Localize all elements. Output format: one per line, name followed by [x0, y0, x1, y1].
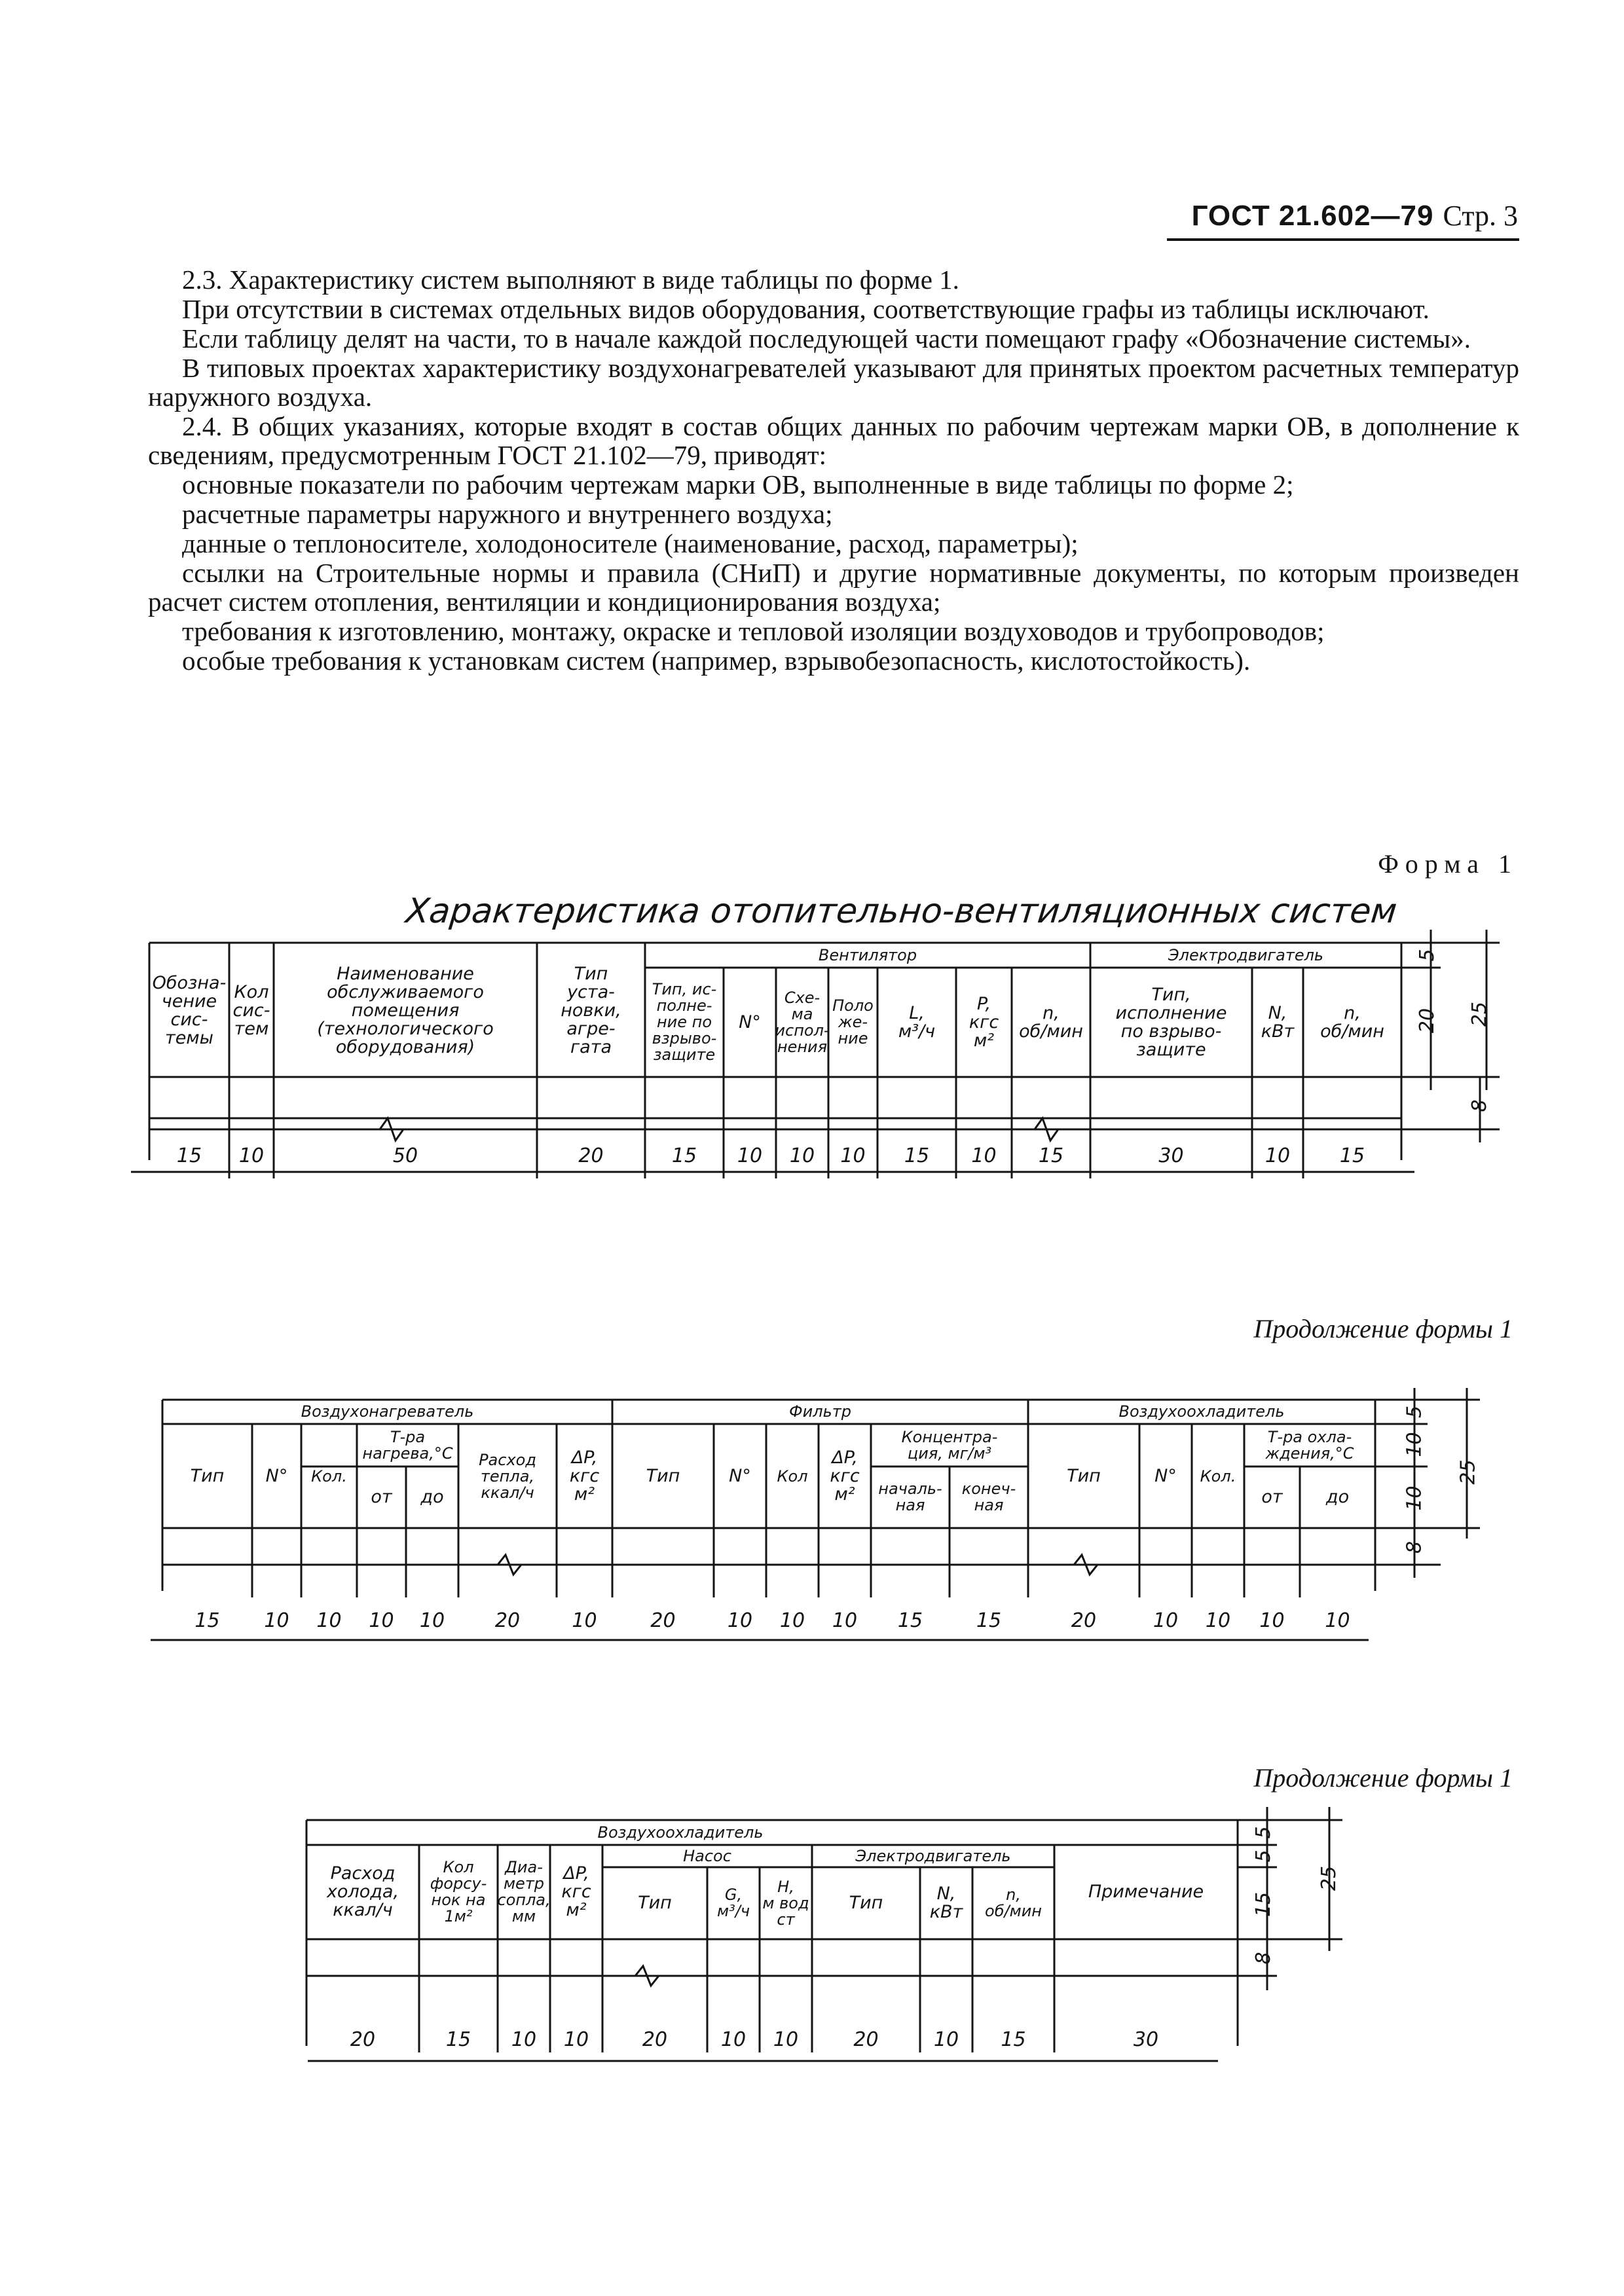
width-dim: 15 — [1038, 1144, 1064, 1167]
paragraph: При отсутствии в системах отдельных видов оборудования, соответствующие графы из таблицы исключают. — [182, 294, 1430, 324]
height-dim: 5 — [1403, 1405, 1426, 1419]
height-dim: 5 — [1252, 1826, 1275, 1839]
col-pump-flow: G, м³/ч — [717, 1886, 750, 1920]
width-dim: 20 — [578, 1144, 604, 1167]
height-dim: 10 — [1403, 1485, 1426, 1511]
col-nozzles-count: Кол форсу- нок на 1м² — [430, 1858, 487, 1925]
group-motor: Электродвигатель — [1168, 945, 1324, 964]
width-dim: 15 — [194, 1609, 220, 1632]
width-dim: 10 — [1264, 1144, 1291, 1167]
width-dim: 20 — [642, 2028, 668, 2051]
width-dim: 10 — [1325, 1609, 1350, 1632]
page-number: Стр. 3 — [1443, 200, 1518, 232]
width-dim: 10 — [419, 1609, 445, 1632]
width-dim: 20 — [494, 1609, 521, 1632]
width-dim: 10 — [933, 2028, 959, 2051]
height-dim: 20 — [1416, 1008, 1439, 1034]
col-designation: Обозна- чение сис- темы — [152, 973, 227, 1048]
paragraph: ссылки на Строительные нормы и правила (СНиП) и другие нормативные документы, по которым произведен расчет систем отопления, вентиляции и кондиционирования воздуха; — [148, 558, 1519, 617]
continuation-label: Продолжение формы 1 — [1253, 1763, 1513, 1793]
col-motor-power: N, кВт — [929, 1884, 963, 1922]
width-dim: 10 — [779, 1609, 805, 1632]
width-dim: 20 — [853, 2028, 879, 2051]
col-motor-rpm: n, об/мин — [1320, 1002, 1384, 1042]
width-dim: 10 — [369, 1609, 394, 1632]
height-dim: 8 — [1252, 1952, 1275, 1965]
document-id: ГОСТ 21.602—79 — [1191, 200, 1434, 232]
width-dim: 10 — [840, 1144, 866, 1167]
col-heater-type: Тип — [190, 1466, 225, 1486]
width-dim: 10 — [563, 2028, 589, 2051]
col-cold-consumption: Расход холода, ккал/ч — [326, 1863, 399, 1920]
height-dim: 8 — [1403, 1540, 1426, 1554]
height-dim: 25 — [1318, 1865, 1340, 1891]
paragraph: Если таблицу делят на части, то в начале каждой последующей части помещают графу «Обозначение системы». — [182, 323, 1471, 354]
width-dim: 15 — [904, 1144, 930, 1167]
continuation-label: Продолжение формы 1 — [1253, 1314, 1513, 1343]
width-dim: 15 — [445, 2028, 471, 2051]
col-motor-rpm: n, об/мин — [985, 1886, 1042, 1920]
width-dim: 20 — [1071, 1609, 1097, 1632]
col-unit-type: Тип уста- новки, агре- гата — [561, 964, 621, 1057]
width-dim: 10 — [572, 1609, 597, 1632]
col-fan-position: Поло же- ние — [832, 996, 874, 1048]
width-dim: 10 — [971, 1144, 997, 1167]
col-fan-scheme: Схе- ма испол- нения — [775, 988, 830, 1056]
height-dim: 5 — [1416, 949, 1439, 962]
paragraph: 2.4. В общих указаниях, которые входят в состав общих данных по рабочим чертежам марки ОВ, в дополнение к сведениям, предусмотренным ГОСТ 21.102—79, приводят: — [148, 411, 1519, 470]
col-filter-no: N° — [729, 1466, 751, 1486]
col-filter-dp: ΔP, кгс м² — [830, 1448, 860, 1504]
width-dim: 15 — [1339, 1144, 1365, 1167]
paragraph: особые требования к установкам систем (например, взрывобезопасность, кислотостойкость). — [182, 646, 1251, 676]
col-heater-no: N° — [265, 1466, 288, 1486]
form-number-label: Форма 1 — [1378, 849, 1518, 879]
group-filter: Фильтр — [789, 1402, 851, 1421]
width-dim: 10 — [264, 1609, 289, 1632]
col-heater-qty: Кол. — [311, 1467, 347, 1485]
col-fan-no: N° — [739, 1011, 761, 1032]
paragraph: основные показатели по рабочим чертежам марки ОВ, выполненные в виде таблицы по форме 2; — [182, 469, 1294, 500]
col-cool-from: от — [1261, 1487, 1283, 1507]
width-dim: 10 — [1153, 1609, 1179, 1632]
paragraph: В типовых проектах характеристику воздухонагревателей указывают для принятых проектом расчетных температур наружного воздуха. — [148, 353, 1519, 412]
group-pump: Насос — [683, 1846, 731, 1865]
width-dim: 10 — [727, 1609, 753, 1632]
col-filter-qty: Кол — [777, 1467, 808, 1485]
height-dim: 10 — [1403, 1432, 1426, 1457]
width-dim: 10 — [238, 1144, 265, 1167]
width-dim: 10 — [1259, 1609, 1285, 1632]
width-dim: 10 — [737, 1144, 763, 1167]
width-dim: 10 — [316, 1609, 342, 1632]
col-pump-head: H, м вод ст — [762, 1877, 809, 1929]
width-dim: 10 — [773, 2028, 799, 2051]
width-dim: 15 — [671, 1144, 697, 1167]
group-fan: Вентилятор — [818, 945, 917, 964]
height-dim: 25 — [1468, 1001, 1491, 1027]
col-fan-pressure: P, кгс м² — [969, 993, 999, 1051]
width-dim: 10 — [1205, 1609, 1231, 1632]
col-pump-type: Тип — [638, 1893, 672, 1913]
paragraph: расчетные параметры наружного и внутреннего воздуха; — [182, 499, 833, 529]
cool-temp-header: Т-ра охла- ждения,°С — [1265, 1428, 1354, 1463]
width-dim: 10 — [832, 1609, 858, 1632]
paragraph: данные о теплоносителе, холодоносителе (наименование, расход, параметры); — [182, 528, 1079, 558]
paragraph: 2.3. Характеристику систем выполняют в виде таблицы по форме 1. — [182, 264, 959, 295]
col-cooler-type: Тип — [1067, 1466, 1101, 1486]
height-dim: 25 — [1456, 1459, 1480, 1485]
col-heat-from: от — [371, 1487, 392, 1507]
col-heat-consumption: Расход тепла, ккал/ч — [479, 1450, 536, 1502]
width-dim: 10 — [789, 1144, 815, 1167]
col-room-name: Наименование обслуживаемого помещения (технологического оборудования) — [317, 964, 494, 1057]
group-heater: Воздухонагреватель — [301, 1402, 474, 1421]
width-dim: 10 — [511, 2028, 537, 2051]
width-dim: 20 — [350, 2028, 376, 2051]
col-nozzle-diameter: Диа- метр сопла, мм — [497, 1858, 551, 1925]
col-filter-type: Тип — [646, 1466, 680, 1486]
width-dim: 15 — [976, 1609, 1002, 1632]
col-conc-final: конеч- ная — [961, 1480, 1016, 1514]
width-dim: 15 — [176, 1144, 202, 1167]
col-motor-power: N, кВт — [1261, 1002, 1295, 1042]
col-fan-flow: L, м³/ч — [898, 1002, 936, 1042]
col-note: Примечание — [1088, 1882, 1204, 1902]
col-cool-to: до — [1325, 1487, 1350, 1507]
group-cooler: Воздухоохладитель — [597, 1823, 764, 1842]
col-motor-type: Тип, исполнение по взрыво- защите — [1115, 984, 1227, 1060]
width-dim: 30 — [1133, 2028, 1159, 2051]
group-motor: Электродвигатель — [855, 1846, 1011, 1865]
heat-temp-header: Т-ра нагрева,°С — [362, 1428, 453, 1463]
col-count: Кол сис- тем — [232, 982, 270, 1039]
form1-title: Характеристика отопительно-вентиляционных систем — [403, 892, 1399, 931]
col-conc-initial: началь- ная — [878, 1480, 942, 1514]
col-fan-type: Тип, ис- полне- ние по взрыво- защите — [652, 980, 717, 1064]
width-dim: 30 — [1158, 1144, 1184, 1167]
width-dim: 50 — [392, 1144, 418, 1167]
col-cooler-no: N° — [1154, 1466, 1177, 1486]
width-dim: 15 — [1001, 2028, 1026, 2051]
height-dim: 5 — [1252, 1850, 1275, 1863]
filter-concentration-header: Концентра- ция, мг/м³ — [901, 1428, 998, 1463]
group-cooler: Воздухоохладитель — [1118, 1402, 1285, 1421]
col-motor-type: Тип — [849, 1893, 883, 1913]
width-dim: 20 — [650, 1609, 676, 1632]
height-dim: 8 — [1468, 1099, 1491, 1112]
col-heater-dp: ΔP, кгс м² — [569, 1448, 600, 1504]
height-dim: 15 — [1252, 1891, 1275, 1918]
paragraph: требования к изготовлению, монтажу, окраске и тепловой изоляции воздуховодов и трубопроводов; — [182, 616, 1325, 646]
width-dim: 10 — [720, 2028, 747, 2051]
col-heat-to: до — [420, 1487, 444, 1507]
width-dim: 15 — [897, 1609, 923, 1632]
col-fan-rpm: n, об/мин — [1019, 1002, 1083, 1042]
col-cooler-dp: ΔP, кгс м² — [561, 1863, 591, 1920]
col-cooler-qty: Кол. — [1200, 1467, 1236, 1485]
